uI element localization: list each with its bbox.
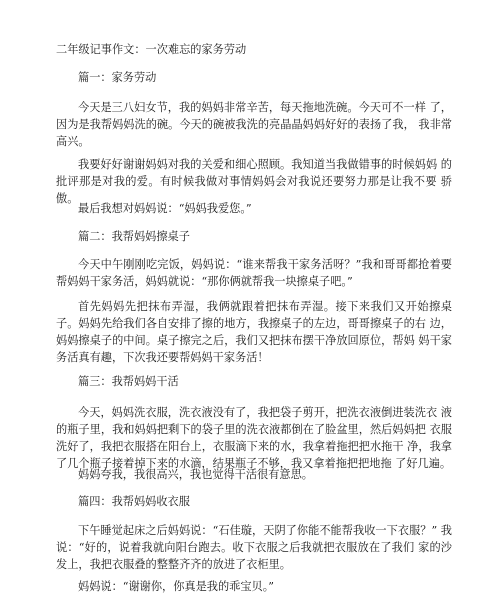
- section-3-paragraph-2: 妈妈夸我，我很高兴，我也觉得干活很有意思。: [78, 468, 313, 481]
- section-4-heading: 篇四：我帮妈妈收衣服: [78, 495, 190, 508]
- section-2-paragraph-2: 首先妈妈先把抹布弄湿，我俩就跟着把抹布弄湿。接下来我们又开始擦桌 子。妈妈先给我们各自安排了擦的地方，我擦桌子的左边，哥哥擦桌子的右 边，妈妈擦桌子的中间。桌子擦完之后，我们又把抹布摆干净放回原位，帮妈 妈干家务活真有趣，下次我还要帮妈妈干家务活！: [56, 300, 452, 364]
- section-1-paragraph-3: 最后我想对妈妈说：“妈妈我爱您。”: [78, 202, 252, 215]
- section-1-paragraph-2: 我要好好谢谢妈妈对我的关爱和细心照顾。我知道当我做错事的时候妈妈 的批评那是对我的爱。有时候我做对事情妈妈会对我说还要努力那是让我不要 骄傲。: [56, 158, 452, 205]
- section-3-paragraph-1: 今天，妈妈洗衣服，洗衣液没有了，我把袋子剪开，把洗衣液倒进装洗衣 液的瓶子里，我和妈妈把剩下的袋子里的洗衣液都倒在了脸盆里，然后妈妈把 衣服洗好了，我把衣服搭在阳台上，衣服滴下来的水，我拿着拖把把水拖干 净，我拿了几个瓶子接着掉下来的水滴，结果瓶子不够，我又拿着拖把把地拖 了好几遍。: [56, 406, 452, 470]
- section-1-paragraph-1: 今天是三八妇女节，我的妈妈非常辛苦，每天拖地洗碗。今天可不一样 了，因为是我帮妈妈洗的碗。今天的碗被我洗的亮晶晶妈妈好好的表扬了我， 我非常高兴。: [56, 101, 452, 148]
- section-2-heading: 篇二：我帮妈妈擦桌子: [78, 230, 190, 243]
- section-1-heading: 篇一：家务劳动: [78, 71, 157, 84]
- document-title: 二年级记事作文：一次难忘的家务劳动: [56, 43, 247, 56]
- section-4-paragraph-1: 下午睡觉起床之后妈妈说：“石佳璇，天阴了你能不能帮我收一下衣服？” 我说：“好的，说着我就向阳台跑去。收下衣服之后我就把衣服放在了我们 家的沙发上，我把衣服叠的整整齐齐的放进了衣柜里。: [56, 524, 452, 571]
- section-2-paragraph-1: 今天中午刚刚吃完饭，妈妈说：“谁来帮我干家务活呀？”我和哥哥都抢着要帮妈妈干家务活，妈妈就说：“那你俩就帮我一块擦桌子吧。”: [56, 258, 452, 288]
- section-4-paragraph-2: 妈妈说：“谢谢你，你真是我的乖宝贝。”: [78, 580, 275, 593]
- section-3-heading: 篇三：我帮妈妈干活: [78, 375, 179, 388]
